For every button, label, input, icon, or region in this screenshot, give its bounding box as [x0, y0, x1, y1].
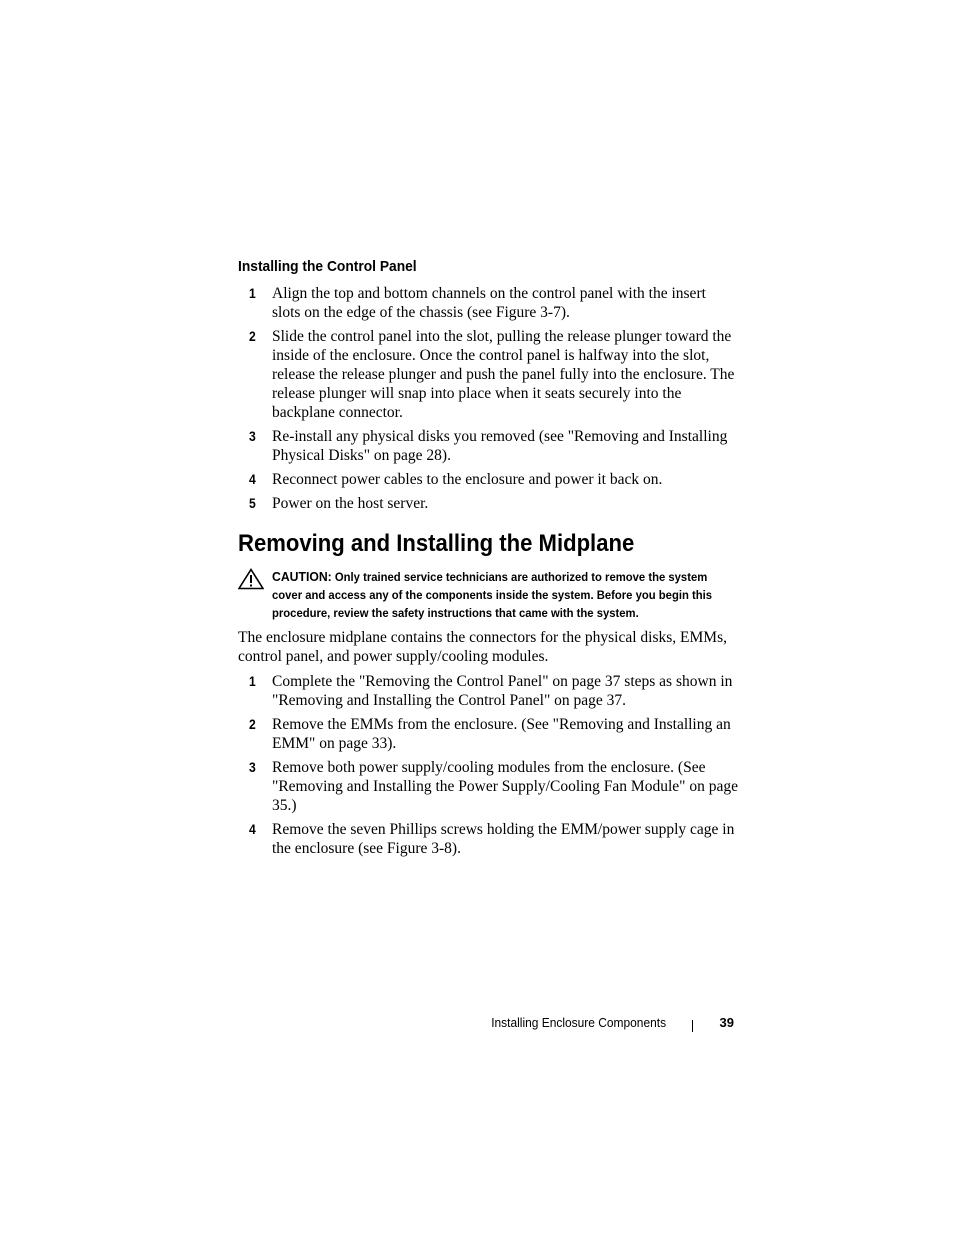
footer-separator — [692, 1020, 693, 1032]
list-item — [238, 820, 738, 858]
footer-chapter-title: Installing Enclosure Components — [491, 1015, 666, 1030]
warning-triangle-icon — [238, 568, 264, 590]
list-item — [238, 758, 738, 815]
step-text: Complete the "Removing the Control Panel" on page 37 steps as shown in "Removing and Installing the Control Panel" on page 37. — [272, 673, 733, 709]
caution-text-block — [272, 568, 714, 622]
caution-message: Only trained service technicians are authorized to remove the system cover and access any of the components inside the system. Before you begin this procedure, review the safety instructions that came with the system. — [272, 570, 713, 620]
caution-notice — [238, 568, 738, 622]
caution-label: CAUTION: — [272, 569, 332, 584]
step-number: 4 — [249, 822, 256, 837]
step-number: 4 — [249, 472, 256, 487]
midplane-intro-paragraph: The enclosure midplane contains the connectors for the physical disks, EMMs, control panel, and power supply/cooling modules. — [238, 629, 727, 665]
step-number: 1 — [249, 674, 256, 689]
section-heading-installing-control-panel: Installing the Control Panel — [238, 258, 417, 275]
list-item — [238, 494, 738, 513]
list-item — [238, 715, 738, 753]
step-number: 3 — [249, 429, 256, 444]
step-number: 5 — [249, 496, 256, 511]
section-heading-midplane: Removing and Installing the Midplane — [238, 530, 635, 557]
step-text: Remove the EMMs from the enclosure. (See "Removing and Installing an EMM" on page 33). — [272, 716, 731, 752]
list-item — [238, 327, 738, 422]
step-number: 2 — [249, 329, 256, 344]
list-item — [238, 470, 738, 489]
list-item — [238, 672, 738, 710]
page-number: 39 — [719, 1015, 734, 1030]
steps-list-control-panel — [238, 284, 738, 518]
step-text: Slide the control panel into the slot, pulling the release plunger toward the inside of the enclosure. Once the control panel is halfway into the slot, release the release plunger and push the panel fully into the enclosure. The release plunger will snap into place when it seats securely into the backplane connector. — [272, 328, 735, 421]
step-text: Power on the host server. — [272, 495, 429, 512]
page-footer — [470, 1015, 736, 1035]
steps-list-midplane — [238, 672, 738, 863]
list-item — [238, 427, 738, 465]
step-text: Re-install any physical disks you removed (see "Removing and Installing Physical Disks" on page 28). — [272, 428, 728, 464]
step-text: Reconnect power cables to the enclosure and power it back on. — [272, 471, 663, 488]
step-number: 1 — [249, 286, 256, 301]
list-item — [238, 284, 738, 322]
step-number: 3 — [249, 760, 256, 775]
step-text: Remove both power supply/cooling modules from the enclosure. (See "Removing and Installing the Power Supply/Cooling Fan Module" on page 35.) — [272, 759, 738, 814]
step-text: Remove the seven Phillips screws holding the EMM/power supply cage in the enclosure (see Figure 3-8). — [272, 821, 735, 857]
step-text: Align the top and bottom channels on the control panel with the insert slots on the edge of the chassis (see Figure 3-7). — [272, 285, 706, 321]
step-number: 2 — [249, 717, 256, 732]
